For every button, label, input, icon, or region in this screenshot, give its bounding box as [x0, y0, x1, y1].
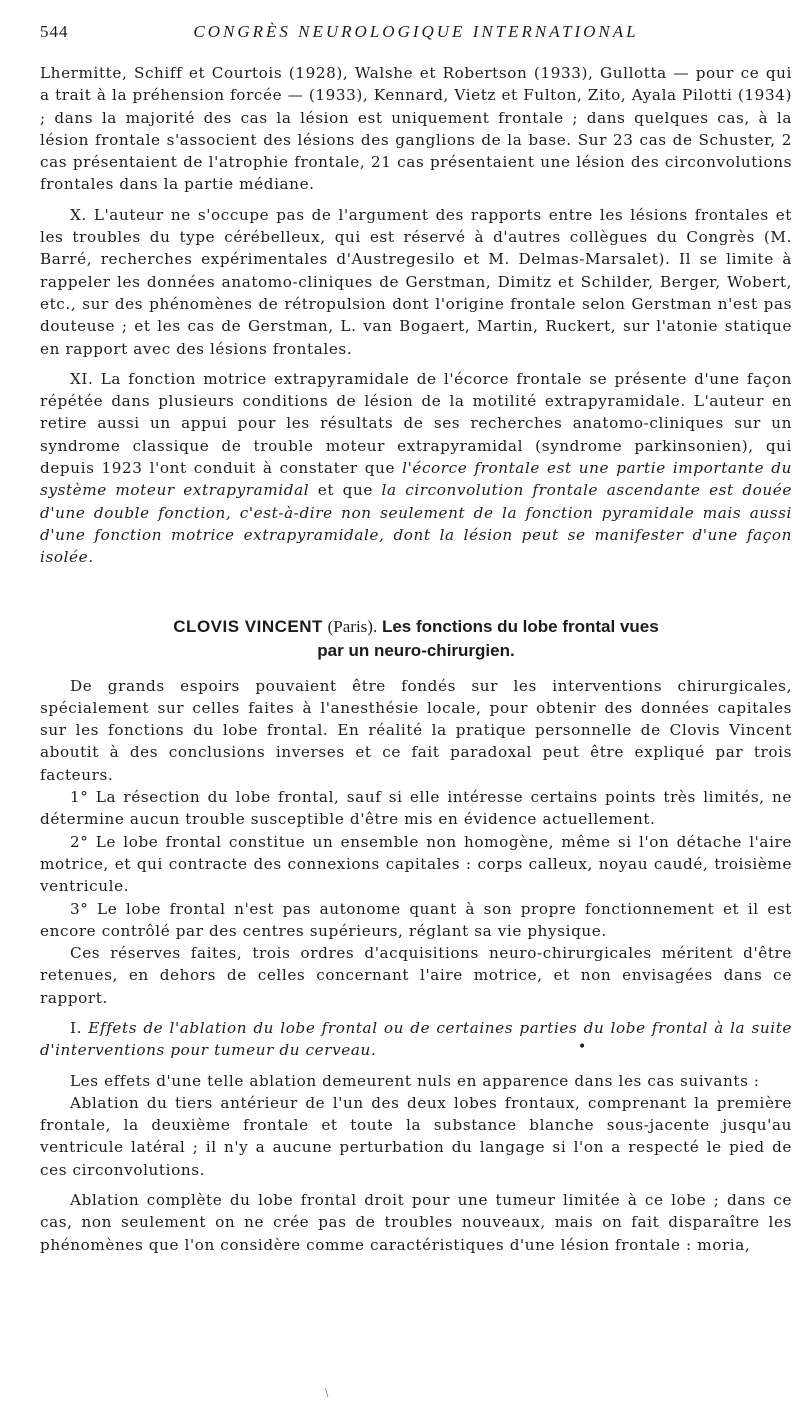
section-place: (Paris).	[327, 616, 378, 636]
paragraph-section-xi-emphasis-1: l'écorce frontale est une partie importante du système moteur extrapyramidal	[40, 459, 793, 500]
paragraph-section-xi-connector: et que	[309, 481, 382, 500]
journal-title: CONGRÈS NEUROLOGIQUE INTERNATIONAL	[193, 22, 639, 41]
paragraph-factor-1: 1° La résection du lobe frontal, sauf si elle intéresse certains points très limités, ne détermine aucun trouble susceptible d'être mis en évidence actuellement.	[40, 788, 792, 829]
paragraph-section-xi	[40, 368, 792, 569]
section-title-line-2: par un neuro-chirurgien.	[317, 640, 515, 660]
stray-dot-mark: •	[578, 1039, 587, 1055]
paragraph-reserves: Ces réserves faites, trois ordres d'acquisitions neuro-chirurgicales méritent d'être retenues, en dehors de celles concernant l'aire motrice, et non envisagées dans ce rapport.	[40, 944, 792, 1007]
section-author: CLOVIS VINCENT	[173, 616, 323, 636]
subsection-label: I.	[70, 1018, 89, 1037]
paragraph-section-xi-text: XI. La fonction motrice extrapyramidale de l'écorce frontale se présente d'une façon répétée dans plusieurs conditions de lésion de la motilité extrapyramidale. L'auteur en retire aussi un appui pour les résultats de ses recherches anatomo-cliniques sur un syndrome classique de trouble moteur extrapyramidal (syndrome parkinsonien), qui depuis 1923 l'ont conduit à constater que	[40, 369, 792, 478]
section-title-line-1: Les fonctions du lobe frontal vues	[381, 616, 659, 636]
subsection-title: Effets de l'ablation du lobe frontal ou de certaines parties du lobe frontal à la suite d'interventions pour tumeur du cerveau.	[40, 1018, 792, 1060]
section-heading	[40, 615, 792, 663]
stray-tick-mark: \	[325, 1388, 329, 1399]
paragraph-section-x: X. L'auteur ne s'occupe pas de l'argument des rapports entre les lésions frontales et les troubles du type cérébelleux, qui est réservé à d'autres collègues du Congrès (M. Barré, recherches expérimentales d'Austregesilo et M. Delmas-Marsalet). Il se limite à rappeler les données anatomo-cliniques de Gerstman, Dimitz et Schilder, Berger, Wobert, etc., sur des phénomènes de rétropulsion dont l'origine frontale selon Gerstman n'est pas douteuse ; et les cas de Gerstman, L. van Bogaert, Martin, Ruckert, sur l'atonie statique en rapport avec des lésions frontales.	[40, 205, 792, 358]
paragraph-continuation: Lhermitte, Schiff et Courtois (1928), Walshe et Robertson (1933), Gullotta — pour ce qui a trait à la préhension forcée — (1933), Kennard, Vietz et Fulton, Zito, Ayala Pilotti (1934) ; dans la majorité des cas la lésion est uniquement frontale ; dans quelques cas, à la lésion frontale s'associent des lésions des ganglions de la base. Sur 23 cas de Schuster, 2 cas présentaient de l'atrophie frontale, 21 cas présentaient une lésion des circonvolutions frontales dans la partie médiane.	[40, 64, 792, 194]
paragraph-factor-3: 3° Le lobe frontal n'est pas autonome quant à son propre fonctionnement et il est encore contrôlé par des centres supérieurs, réglant sa vie physique.	[40, 899, 792, 940]
paragraph-factor-2: 2° Le lobe frontal constitue un ensemble non homogène, même si l'on détache l'aire motrice, et qui contracte des connexions capitales : corps calleux, noyau caudé, troisième ventricule.	[40, 832, 792, 896]
running-head	[40, 22, 792, 52]
subsection-heading-1	[40, 1017, 792, 1062]
paragraph-section-xi-emphasis-2: la circonvolution frontale ascendante est douée d'une double fonction, c'est-à-dire non seulement de la fonction pyramidale mais aussi d'une fonction motrice extrapyramidale, dont la lésion peut se manifester d'une façon isolée.	[40, 481, 792, 567]
page-number: 544	[40, 22, 69, 41]
paragraph-ablation-1: Ablation du tiers antérieur de l'un des deux lobes frontaux, comprenant la première frontale, la deuxième frontale et toute la substance blanche sous-jacente jusqu'au ventricule latéral ; il n'y a aucune perturbation du langage si l'on a respecté le pied de ces circonvolutions.	[40, 1093, 792, 1179]
paragraph-effects: Les effets d'une telle ablation demeurent nuls en apparence dans les cas suivants :	[70, 1071, 760, 1090]
page-body	[40, 62, 792, 1256]
paragraph-intro: De grands espoirs pouvaient être fondés sur les interventions chirurgicales, spécialement sur celles faites à l'anesthésie locale, pour obtenir des données capitales sur les fonctions du lobe frontal. En réalité la pratique personnelle de Clovis Vincent aboutit à des conclusions inverses et ce fait paradoxal peut être expliqué par trois facteurs.	[40, 676, 792, 784]
paragraph-ablation-2: Ablation complète du lobe frontal droit pour une tumeur limitée à ce lobe ; dans ce cas, non seulement on ne crée pas de troubles nouveaux, mais on fait disparaître les phénomènes que l'on considère comme caractéristiques d'une lésion frontale : moria,	[40, 1191, 792, 1254]
